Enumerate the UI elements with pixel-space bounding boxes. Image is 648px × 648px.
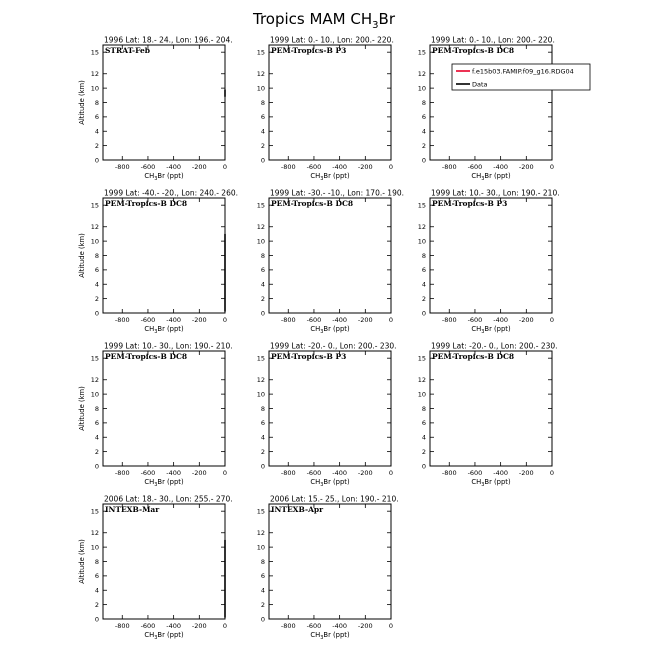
y-tick-label: 12 <box>256 529 265 538</box>
x-axis-label: $CH_3Br$ (ppt) <box>471 325 511 335</box>
plot-frame <box>103 198 225 313</box>
y-tick-label: 8 <box>260 251 265 260</box>
campaign-label: PEM-Tropics-B P3 <box>432 199 508 208</box>
x-tick-label: -200 <box>518 163 534 171</box>
x-axis-label: $CH_3Br$ (ppt) <box>310 172 350 182</box>
x-axis-label: $CH_3Br$ (ppt) <box>471 172 511 182</box>
legend-entry-label: Data <box>472 80 488 89</box>
y-tick-label: 2 <box>421 294 426 303</box>
y-tick-label: 15 <box>90 48 99 57</box>
campaign-label: INTEXB-Mar <box>105 505 160 514</box>
y-tick-label: 2 <box>260 294 265 303</box>
y-tick-label: 2 <box>94 447 99 456</box>
plot-frame <box>269 198 391 313</box>
y-tick-label: 10 <box>417 84 426 93</box>
figure-title <box>252 10 396 31</box>
y-tick-label: 8 <box>421 251 426 260</box>
y-tick-label: 10 <box>417 390 426 399</box>
y-tick-label: 10 <box>90 84 99 93</box>
campaign-label: PEM-Tropics-B DC8 <box>105 199 188 208</box>
panel-header: 2006 Lat: 15.- 25., Lon: 190.- 210. <box>270 494 399 504</box>
x-tick-label: -800 <box>280 622 296 630</box>
figure-title-end: Br <box>378 10 396 28</box>
y-tick-label: 4 <box>94 586 99 595</box>
x-tick-label: -800 <box>114 622 130 630</box>
x-tick-label: -200 <box>191 163 207 171</box>
x-tick-label: 0 <box>222 163 228 171</box>
figure-title-main: Tropics MAM CH <box>252 10 373 28</box>
y-axis-label: Altitude (km) <box>78 386 86 431</box>
x-tick-label: -400 <box>332 163 348 171</box>
y-tick-label: 10 <box>90 237 99 246</box>
x-axis-label: $CH_3Br$ (ppt) <box>144 478 184 488</box>
y-tick-label: 6 <box>260 113 265 122</box>
y-tick-label: 15 <box>256 48 265 57</box>
x-tick-label: 0 <box>222 622 228 630</box>
y-tick-label: 4 <box>260 433 265 442</box>
y-tick-label: 6 <box>94 419 99 428</box>
y-tick-label: 4 <box>94 433 99 442</box>
panel-header: 1999 Lat: -30.- -10., Lon: 170.- 190. <box>270 188 405 198</box>
y-tick-label: 2 <box>260 600 265 609</box>
x-tick-label: 0 <box>222 469 228 477</box>
x-tick-label: 0 <box>549 469 555 477</box>
x-tick-label: 0 <box>388 469 394 477</box>
x-tick-label: -800 <box>114 316 130 324</box>
y-tick-label: 8 <box>94 404 99 413</box>
x-tick-label: -800 <box>441 316 457 324</box>
x-tick-label: -400 <box>332 622 348 630</box>
x-tick-label: -600 <box>140 622 156 630</box>
panel-grid <box>78 36 560 642</box>
plot-frame <box>269 504 391 619</box>
plot-frame <box>103 504 225 619</box>
x-tick-label: -200 <box>357 469 373 477</box>
panel-3 <box>418 36 555 183</box>
y-tick-label: 0 <box>260 462 265 471</box>
panel-header: 1999 Lat: 0.- 10., Lon: 200.- 220. <box>431 35 555 45</box>
campaign-label: PEM-Tropics-B DC8 <box>271 199 354 208</box>
x-tick-label: -800 <box>441 163 457 171</box>
y-tick-label: 12 <box>256 223 265 232</box>
x-tick-label: -200 <box>518 316 534 324</box>
x-tick-label: -600 <box>140 469 156 477</box>
y-tick-label: 0 <box>421 156 426 165</box>
x-tick-label: -600 <box>306 163 322 171</box>
y-tick-label: 15 <box>256 201 265 210</box>
y-tick-label: 4 <box>421 127 426 136</box>
y-tick-label: 8 <box>260 557 265 566</box>
x-axis-label: $CH_3Br$ (ppt) <box>144 325 184 335</box>
campaign-label: PEM-Tropics-B P3 <box>271 46 347 55</box>
y-tick-label: 4 <box>94 280 99 289</box>
x-tick-label: -400 <box>166 316 182 324</box>
plot-frame <box>430 198 552 313</box>
panel-header: 1999 Lat: -20.- 0., Lon: 200.- 230. <box>270 341 397 351</box>
x-tick-label: -800 <box>280 163 296 171</box>
y-tick-label: 0 <box>260 309 265 318</box>
x-tick-label: -400 <box>166 163 182 171</box>
x-tick-label: -200 <box>357 622 373 630</box>
y-tick-label: 0 <box>94 615 99 624</box>
x-tick-label: -600 <box>306 316 322 324</box>
y-tick-label: 8 <box>421 404 426 413</box>
x-tick-label: -400 <box>332 316 348 324</box>
panel-header: 1999 Lat: 10.- 30., Lon: 190.- 210. <box>431 188 560 198</box>
y-tick-label: 4 <box>260 586 265 595</box>
y-tick-label: 12 <box>90 223 99 232</box>
y-tick-label: 2 <box>260 447 265 456</box>
x-tick-label: -800 <box>280 469 296 477</box>
y-tick-label: 12 <box>256 376 265 385</box>
panel-header: 1999 Lat: -40.- -20., Lon: 240.- 260. <box>104 188 239 198</box>
x-tick-label: 0 <box>388 316 394 324</box>
x-tick-label: -400 <box>166 622 182 630</box>
plot-frame <box>103 45 225 160</box>
y-tick-label: 6 <box>94 266 99 275</box>
y-tick-label: 6 <box>260 266 265 275</box>
y-tick-label: 15 <box>90 507 99 516</box>
y-tick-label: 4 <box>94 127 99 136</box>
y-tick-label: 12 <box>90 529 99 538</box>
y-tick-label: 15 <box>90 201 99 210</box>
y-tick-label: 4 <box>421 280 426 289</box>
y-tick-label: 4 <box>260 280 265 289</box>
y-tick-label: 6 <box>421 266 426 275</box>
y-tick-label: 10 <box>256 543 265 552</box>
x-tick-label: -600 <box>306 469 322 477</box>
x-tick-label: 0 <box>549 316 555 324</box>
y-tick-label: 0 <box>94 309 99 318</box>
x-tick-label: 0 <box>388 163 394 171</box>
y-tick-label: 15 <box>417 48 426 57</box>
panel-2 <box>257 36 394 183</box>
y-tick-label: 15 <box>256 354 265 363</box>
panel-4 <box>78 189 238 336</box>
x-tick-label: 0 <box>222 316 228 324</box>
y-tick-label: 12 <box>256 70 265 79</box>
panel-header: 2006 Lat: 18.- 30., Lon: 255.- 270. <box>104 494 233 504</box>
y-tick-label: 6 <box>421 113 426 122</box>
panel-8 <box>257 342 397 489</box>
x-tick-label: -200 <box>357 316 373 324</box>
y-tick-label: 6 <box>260 572 265 581</box>
x-tick-label: -600 <box>467 469 483 477</box>
y-tick-label: 15 <box>417 201 426 210</box>
panel-header: 1999 Lat: 10.- 30., Lon: 190.- 210. <box>104 341 233 351</box>
y-tick-label: 15 <box>90 354 99 363</box>
y-axis-label: Altitude (km) <box>78 80 86 125</box>
legend-entry-label: f.e15b03.FAMIP.f09_g16.RDG04 <box>472 67 574 76</box>
x-tick-label: -800 <box>114 469 130 477</box>
x-tick-label: -400 <box>493 469 509 477</box>
panel-header: 1999 Lat: 0.- 10., Lon: 200.- 220. <box>270 35 394 45</box>
panel-6 <box>418 189 560 336</box>
x-tick-label: -600 <box>140 316 156 324</box>
y-tick-label: 10 <box>256 84 265 93</box>
campaign-label: PEM-Tropics-B DC8 <box>432 352 515 361</box>
panel-1 <box>78 36 233 183</box>
y-tick-label: 2 <box>421 447 426 456</box>
x-axis-label: $CH_3Br$ (ppt) <box>310 478 350 488</box>
y-tick-label: 6 <box>421 419 426 428</box>
campaign-label: PEM-Tropics-B P3 <box>271 352 347 361</box>
y-tick-label: 12 <box>417 376 426 385</box>
panel-10 <box>78 495 233 642</box>
x-tick-label: -200 <box>191 316 207 324</box>
y-tick-label: 10 <box>90 390 99 399</box>
y-axis-label: Altitude (km) <box>78 233 86 278</box>
y-tick-label: 12 <box>417 70 426 79</box>
y-tick-label: 2 <box>260 141 265 150</box>
plot-frame <box>430 45 552 160</box>
panel-9 <box>418 342 558 489</box>
x-tick-label: -600 <box>306 622 322 630</box>
x-tick-label: -200 <box>518 469 534 477</box>
x-tick-label: 0 <box>388 622 394 630</box>
y-tick-label: 8 <box>421 98 426 107</box>
y-tick-label: 0 <box>421 309 426 318</box>
x-tick-label: -400 <box>493 316 509 324</box>
x-tick-label: -200 <box>191 622 207 630</box>
y-tick-label: 0 <box>421 462 426 471</box>
y-tick-label: 15 <box>256 507 265 516</box>
y-tick-label: 15 <box>417 354 426 363</box>
y-tick-label: 0 <box>260 615 265 624</box>
y-tick-label: 8 <box>94 251 99 260</box>
legend <box>452 64 590 90</box>
x-tick-label: -800 <box>114 163 130 171</box>
y-tick-label: 12 <box>90 70 99 79</box>
x-tick-label: -600 <box>467 163 483 171</box>
figure-title-subscript: 3 <box>372 20 379 31</box>
y-tick-label: 0 <box>94 156 99 165</box>
y-tick-label: 10 <box>256 237 265 246</box>
y-axis-label: Altitude (km) <box>78 539 86 584</box>
y-tick-label: 12 <box>90 376 99 385</box>
y-tick-label: 12 <box>417 223 426 232</box>
y-tick-label: 2 <box>94 600 99 609</box>
y-tick-label: 2 <box>421 141 426 150</box>
y-tick-label: 8 <box>94 98 99 107</box>
plot-frame <box>103 351 225 466</box>
y-tick-label: 6 <box>260 419 265 428</box>
x-axis-label: $CH_3Br$ (ppt) <box>310 325 350 335</box>
x-axis-label: $CH_3Br$ (ppt) <box>144 172 184 182</box>
campaign-label: STRAT-Feb <box>105 46 151 55</box>
campaign-label: PEM-Tropics-B DC8 <box>432 46 515 55</box>
y-tick-label: 10 <box>256 390 265 399</box>
plot-frame <box>430 351 552 466</box>
y-tick-label: 4 <box>260 127 265 136</box>
x-axis-label: $CH_3Br$ (ppt) <box>310 631 350 641</box>
x-tick-label: -400 <box>166 469 182 477</box>
x-axis-label: $CH_3Br$ (ppt) <box>144 631 184 641</box>
x-tick-label: -400 <box>493 163 509 171</box>
y-tick-label: 8 <box>260 404 265 413</box>
x-tick-label: -600 <box>467 316 483 324</box>
y-tick-label: 0 <box>94 462 99 471</box>
y-tick-label: 6 <box>94 113 99 122</box>
panel-7 <box>78 342 233 489</box>
x-tick-label: -400 <box>332 469 348 477</box>
y-tick-label: 8 <box>260 98 265 107</box>
x-axis-label: $CH_3Br$ (ppt) <box>471 478 511 488</box>
plot-frame <box>269 351 391 466</box>
panel-5 <box>257 189 404 336</box>
campaign-label: INTEXB-Apr <box>271 505 324 514</box>
x-tick-label: -200 <box>191 469 207 477</box>
y-tick-label: 10 <box>417 237 426 246</box>
y-tick-label: 0 <box>260 156 265 165</box>
x-tick-label: 0 <box>549 163 555 171</box>
y-tick-label: 10 <box>90 543 99 552</box>
x-tick-label: -800 <box>280 316 296 324</box>
y-tick-label: 4 <box>421 433 426 442</box>
y-tick-label: 2 <box>94 141 99 150</box>
x-tick-label: -800 <box>441 469 457 477</box>
panel-header: 1996 Lat: 18.- 24., Lon: 196.- 204. <box>104 35 233 45</box>
x-tick-label: -600 <box>140 163 156 171</box>
panel-header: 1999 Lat: -20.- 0., Lon: 200.- 230. <box>431 341 558 351</box>
y-tick-label: 8 <box>94 557 99 566</box>
x-tick-label: -200 <box>357 163 373 171</box>
panel-11 <box>257 495 399 642</box>
y-tick-label: 2 <box>94 294 99 303</box>
y-tick-label: 6 <box>94 572 99 581</box>
campaign-label: PEM-Tropics-B DC8 <box>105 352 188 361</box>
plot-frame <box>269 45 391 160</box>
